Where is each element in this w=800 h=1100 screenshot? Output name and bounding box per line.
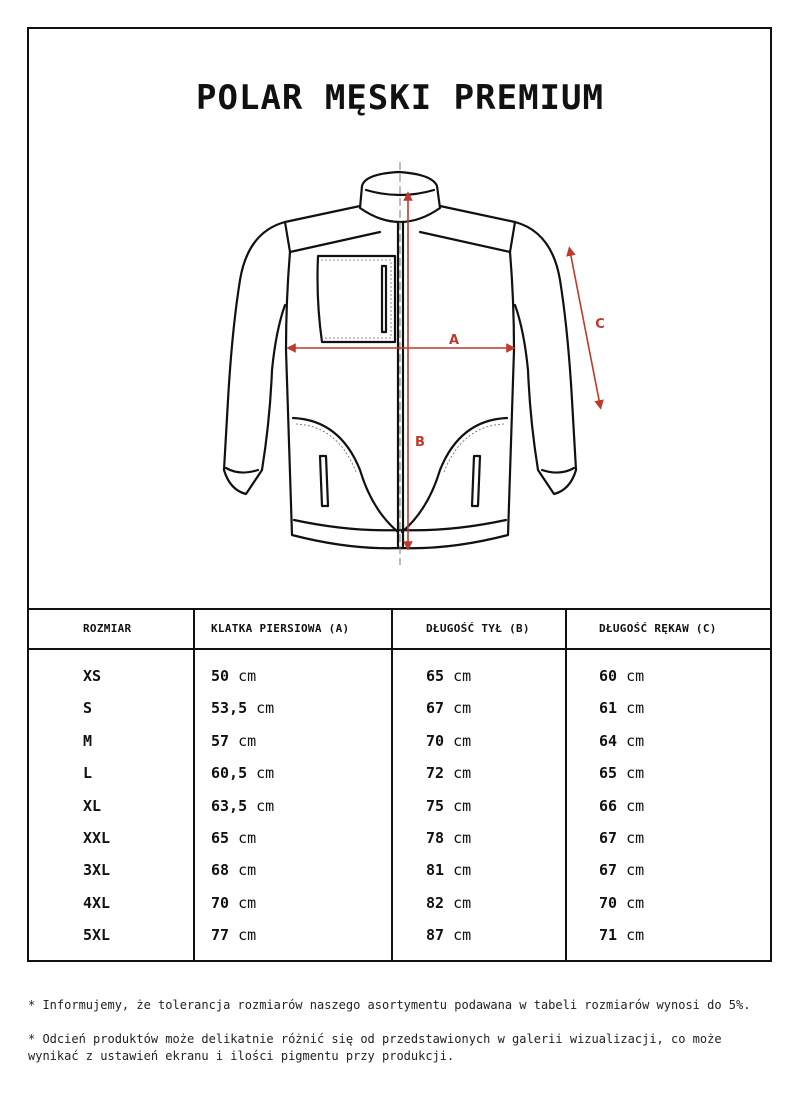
measurement-unit: cm — [238, 926, 257, 945]
measurement-number: 78 — [426, 829, 445, 847]
size-label: M — [83, 731, 93, 750]
measurement-unit: cm — [626, 699, 645, 718]
measurement-value — [599, 826, 644, 850]
table-column-divider — [565, 609, 567, 961]
measurement-value — [426, 891, 471, 915]
measurement-value — [599, 761, 644, 785]
measurement-unit: cm — [626, 926, 645, 945]
measurement-unit: cm — [626, 893, 645, 912]
measurement-number: 64 — [599, 731, 618, 750]
measurement-unit: cm — [453, 926, 472, 945]
measurement-value — [211, 858, 256, 882]
measurement-value — [211, 696, 274, 720]
measurement-unit: cm — [626, 667, 645, 685]
measurement-value — [599, 891, 644, 915]
measurement-value — [211, 664, 256, 688]
header-chest: KLATKA PIERSIOWA (A) — [211, 622, 350, 635]
measurement-value — [599, 794, 644, 818]
measurement-unit: cm — [453, 667, 472, 685]
measurement-value — [211, 761, 274, 785]
measurement-value — [426, 761, 471, 785]
header-back-length: DŁUGOŚĆ TYŁ (B) — [426, 622, 530, 635]
measurement-number: 71 — [599, 926, 618, 945]
measurement-unit: cm — [238, 893, 257, 912]
measurement-unit: cm — [238, 829, 257, 847]
measurement-unit: cm — [453, 764, 472, 783]
measurement-unit: cm — [453, 829, 472, 847]
note-color: * Odcień produktów może delikatnie różnić się od przedstawionych w galerii wizualizacji, co może wynikać z ustawień ekranu i ilości pigmentu przy produkcji. — [28, 1032, 722, 1063]
measurement-value — [211, 729, 256, 753]
note-tolerance: * Informujemy, że tolerancja rozmiarów naszego asortymentu podawana w tabeli rozmiarów wynosi do 5%. — [28, 998, 751, 1012]
measurement-number: 70 — [599, 893, 618, 912]
measurement-number: 77 — [211, 926, 230, 945]
measurement-value — [599, 696, 644, 720]
measurement-number: 66 — [599, 796, 618, 815]
measurement-number: 82 — [426, 893, 445, 912]
measurement-unit: cm — [256, 764, 275, 783]
size-label: XXL — [83, 829, 111, 847]
measurement-number: 72 — [426, 764, 445, 783]
measurement-unit: cm — [626, 796, 645, 815]
measurement-number: 63,5 — [211, 796, 248, 815]
measurement-value — [599, 923, 644, 947]
measurement-number: 75 — [426, 796, 445, 815]
measurement-number: 67 — [599, 829, 618, 847]
measurement-unit: cm — [626, 764, 645, 783]
measurement-number: 57 — [211, 731, 230, 750]
measurement-unit: cm — [453, 699, 472, 718]
measurement-unit: cm — [626, 829, 645, 847]
measurement-unit: cm — [453, 796, 472, 815]
size-label: 4XL — [83, 893, 111, 912]
size-label: S — [83, 699, 93, 718]
measurement-number: 60 — [599, 667, 618, 685]
measurement-value — [426, 794, 471, 818]
size-label: L — [83, 764, 93, 783]
table-column-divider — [193, 609, 195, 961]
header-sleeve-length: DŁUGOŚĆ RĘKAW (C) — [599, 622, 717, 635]
measurement-number: 61 — [599, 699, 618, 718]
measurement-unit: cm — [238, 667, 257, 685]
measurement-unit: cm — [626, 731, 645, 750]
measurement-number: 50 — [211, 667, 230, 685]
measurement-number: 81 — [426, 861, 445, 880]
size-label: XS — [83, 667, 102, 685]
size-label: 3XL — [83, 861, 111, 880]
table-column-divider — [391, 609, 393, 961]
size-label: 5XL — [83, 926, 111, 945]
measurement-unit: cm — [256, 796, 275, 815]
measurement-value — [426, 664, 471, 688]
size-label: XL — [83, 796, 102, 815]
measurement-value — [211, 826, 256, 850]
measurement-unit: cm — [453, 893, 472, 912]
measurement-unit: cm — [256, 699, 275, 718]
measurement-number: 53,5 — [211, 699, 248, 718]
measurement-number: 67 — [426, 699, 445, 718]
label-b: B — [415, 435, 425, 450]
measurement-number: 68 — [211, 861, 230, 880]
header-size: ROZMIAR — [83, 622, 132, 635]
label-a: A — [448, 333, 460, 348]
measurement-value — [211, 891, 256, 915]
measurement-value — [211, 923, 256, 947]
measurement-unit: cm — [626, 861, 645, 880]
page-title: POLAR MĘSKI PREMIUM — [196, 78, 604, 118]
measurement-number: 70 — [426, 731, 445, 750]
measurement-number: 60,5 — [211, 764, 248, 783]
measurement-value — [426, 826, 471, 850]
measurement-value — [599, 664, 644, 688]
measurement-value — [426, 696, 471, 720]
measurement-value — [211, 794, 274, 818]
measurement-value — [426, 858, 471, 882]
measurement-unit: cm — [453, 861, 472, 880]
measurement-number: 65 — [211, 829, 230, 847]
measurement-unit: cm — [238, 731, 257, 750]
measurement-number: 70 — [211, 893, 230, 912]
measurement-number: 67 — [599, 861, 618, 880]
measurement-number: 65 — [426, 667, 445, 685]
measurement-value — [599, 729, 644, 753]
measurement-value — [599, 858, 644, 882]
measurement-unit: cm — [453, 731, 472, 750]
label-c: C — [595, 317, 605, 332]
measurement-number: 87 — [426, 926, 445, 945]
measurement-value — [426, 923, 471, 947]
measurement-unit: cm — [238, 861, 257, 880]
measurement-value — [426, 729, 471, 753]
measurement-number: 65 — [599, 764, 618, 783]
